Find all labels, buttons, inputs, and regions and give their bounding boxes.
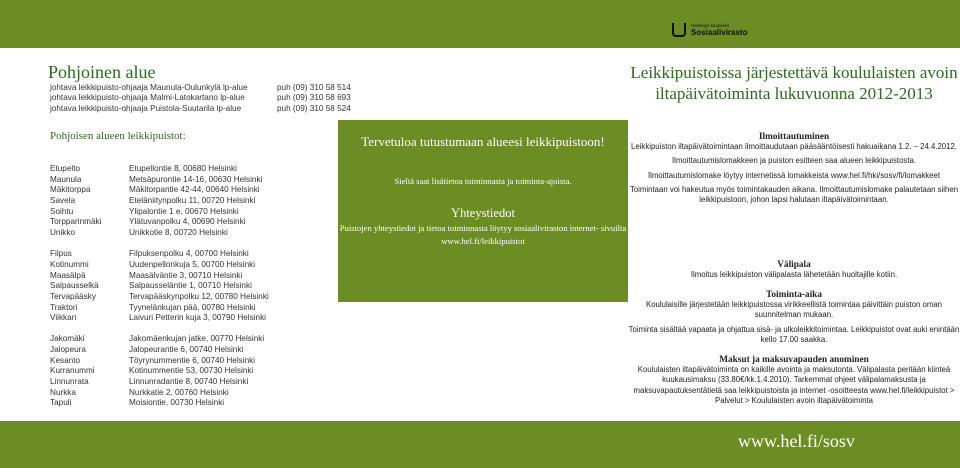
group-spacer xyxy=(50,239,269,250)
park-address: Etupellontie 8, 00680 Helsinki xyxy=(129,164,237,173)
park-row xyxy=(50,303,269,314)
park-address: Uudenpellonkuja 5, 00700 Helsinki xyxy=(129,259,256,269)
region-title: Pohjoinen alue xyxy=(48,62,156,82)
park-address: Jalopeurantie 6, 00740 Helsinki xyxy=(129,345,244,355)
park-name: Kesanto xyxy=(50,355,81,365)
section-paragraph: Toimintaan voi hakeutua myös toimintakauden aikana. Ilmoittautumislomake palautetaan siihen leikkipuistoon, johon lapsi halutaan iltapäivätoimintaan. xyxy=(629,184,959,205)
park-address: Ylätuvanpolku 4, 00690 Helsinki xyxy=(129,217,246,227)
section-paragraph: Koululaisille järjestetään leikkipuistossa virikkeellistä toimintaa päivittäin puiston oman suunnitelman mukaan. xyxy=(646,300,942,320)
section-paragraph: Leikkipuiston iltapäivätoimintaan ilmoittaudutaan pääsääntöisesti hakuaikana 1.2. – 24.4.2012. xyxy=(631,142,957,151)
park-address: Nurkkatie 2, 00760 Helsinki xyxy=(129,387,229,397)
park-name: Tervapääsky xyxy=(50,291,96,301)
park-name: Jakomäki xyxy=(50,334,85,344)
logo-small-text: Helsingin kaupunki xyxy=(691,23,729,28)
top-banner xyxy=(0,0,960,48)
park-row xyxy=(50,388,269,399)
contact-role: johtava leikkipuisto-ohjaaja Puistola-Suutarila lp-alue xyxy=(50,103,242,113)
park-row xyxy=(50,377,269,388)
contacts-list xyxy=(50,83,351,114)
info-section xyxy=(628,290,960,345)
park-name: Kotinummi xyxy=(50,259,89,269)
left-panel xyxy=(48,48,351,421)
park-name: Nurkka xyxy=(50,387,76,397)
park-address: Unikkotie 8, 00720 Helsinki xyxy=(129,227,228,237)
park-row xyxy=(50,366,269,377)
park-address: Tervapääskynpolku 12, 00780 Helsinki xyxy=(129,291,269,301)
contact-phone: puh (09) 310 58 693 xyxy=(277,93,351,103)
park-address: Jakomäenkujan jatke, 00770 Helsinki xyxy=(129,334,265,344)
park-name: Filpus xyxy=(50,249,72,259)
park-row xyxy=(50,185,269,196)
section-paragraph: Ilmoitus leikkipuiston välipalasta lähetetään huoltajille kotiin. xyxy=(690,270,898,279)
contact-phone: puh (09) 310 58 514 xyxy=(277,83,351,92)
right-panel xyxy=(628,48,960,421)
park-row xyxy=(50,164,269,175)
park-address: Maasälväntie 3, 00710 Helsinki xyxy=(129,270,243,280)
contact-row xyxy=(50,93,351,103)
park-name: Tapuli xyxy=(50,398,72,408)
helsinki-crest-icon xyxy=(672,23,686,37)
sosiaalivirasto-logo xyxy=(672,23,747,37)
section-heading: Ilmoittautuminen xyxy=(758,132,830,142)
park-address: Kotinummentie 53, 00730 Helsinki xyxy=(129,366,254,376)
park-row xyxy=(50,345,269,356)
park-name: Mäkitorppa xyxy=(50,185,91,195)
welcome-text: Sieltä saat lisätietoa toiminnasta ja toiminta-ajoista. xyxy=(394,176,572,186)
park-row xyxy=(50,217,269,228)
park-address: Moisiontie, 00730 Helsinki xyxy=(129,398,225,408)
park-row xyxy=(50,260,269,271)
park-address: Filpuksenpolku 4, 00700 Helsinki xyxy=(129,249,249,259)
park-address: Mäkitorpantie 42-44, 00640 Helsinki xyxy=(129,185,260,195)
parks-subheading: Pohjoisen alueen leikkipuistot: xyxy=(50,130,186,142)
info-box xyxy=(338,120,628,302)
program-title: Leikkipuistoissa järjestettävä koululaisten avoin iltapäivätoiminta lukuvuonna 2012-2013 xyxy=(630,63,958,103)
park-row xyxy=(50,228,269,239)
info-section xyxy=(628,355,960,406)
parks-list xyxy=(50,164,269,409)
contact-text: Puistojen yhteystiedot ja tietoa toiminnasta löytyy sosiaaliviraston internet- sivuilta www.hel.fi/leikkipuistot xyxy=(339,223,627,246)
contact-phone: puh (09) 310 58 524 xyxy=(277,103,351,113)
logo-big-text: Sosiaalivirasto xyxy=(691,28,748,37)
park-name: Unikko xyxy=(50,227,76,237)
park-row xyxy=(50,281,269,292)
park-address: Tyynelänkujan pää, 00780 Helsinki xyxy=(129,302,256,312)
contact-role: johtava leikkipuisto-ohjaaja Maunula-Oulunkylä lp-alue xyxy=(50,83,248,92)
park-row xyxy=(50,249,269,260)
middle-panel xyxy=(338,48,628,421)
park-address: Ylipalontie 1 e, 00670 Helsinki xyxy=(129,206,239,216)
park-address: Laivuri Petterin kuja 3, 00790 Helsinki xyxy=(129,313,266,323)
park-row xyxy=(50,334,269,345)
park-row xyxy=(50,292,269,303)
park-name: Maunula xyxy=(50,174,82,184)
park-name: Etupelto xyxy=(50,164,81,173)
section-heading: Välipala xyxy=(777,260,811,270)
park-name: Jalopeura xyxy=(50,345,86,355)
park-name: Viikkari xyxy=(50,313,77,323)
park-name: Traktori xyxy=(50,302,78,312)
park-name: Torpparinmäki xyxy=(50,217,102,227)
section-paragraph: Ilmoittautumislomake löytyy internetissä lomakkeista www.hel.fi/hki/sosv/fi/lomakkeet xyxy=(647,170,941,180)
park-row xyxy=(50,398,269,409)
section-heading: Maksut ja maksuvapauden anominen xyxy=(719,355,869,365)
welcome-title: Tervetuloa tutustumaan alueesi leikkipuistoon! xyxy=(361,134,605,149)
park-name: Maasälpä xyxy=(50,270,86,280)
park-address: Salpausseläntie 1, 00710 Helsinki xyxy=(129,281,252,291)
section-heading: Toiminta-aika xyxy=(766,290,822,300)
contact-title: Yhteystiedot xyxy=(451,206,515,220)
park-row xyxy=(50,207,269,218)
park-address: Eteläniitynpolku 11, 00720 Helsinki xyxy=(129,195,256,205)
section-paragraph: Koululaisten iltapäivätoiminta on kaikille avointa ja maksutonta. Välipalasta peritään kiinteä kuukausimaksu (33.80€/kk.1.4.2010). Tarkemmat ohjeet välipalamaksusta ja maksuvapautuksentätietä saa leikkipuistoista ja internet -osoitteesta www.hel.fi/leikkipuistot > Palvelut > Koululaisten avoin iltapäivätoiminta xyxy=(633,365,955,405)
park-row xyxy=(50,356,269,367)
park-name: Kurranummi xyxy=(50,366,95,376)
contact-role: johtava leikkipuisto-ohjaaja Malmi-Latokartano lp-alue xyxy=(50,93,245,103)
section-paragraph: Toiminta sisältää vapaata ja ohjattua sisä- ja ulkoleikkitoimintaa. Leikkipuistot ovat auki enintään kello 17.00 saakka. xyxy=(628,324,960,344)
park-address: Linnunradantie 8, 00740 Helsinki xyxy=(129,377,249,387)
contact-row xyxy=(50,83,351,93)
park-name: Soihtu xyxy=(50,206,74,216)
group-spacer xyxy=(50,324,269,335)
park-address: Metsäpurontie 14-16, 00630 Helsinki xyxy=(129,174,263,184)
contact-row xyxy=(50,104,351,114)
info-section xyxy=(628,260,960,280)
park-row xyxy=(50,196,269,207)
park-address: Töyrynummentie 6, 00740 Helsinki xyxy=(129,355,256,365)
park-row xyxy=(50,175,269,186)
park-row xyxy=(50,313,269,324)
park-name: Salpausselkä xyxy=(50,281,99,291)
section-paragraph: Ilmoittautumislomakkeen ja puiston esitteen saa alueen leikkipuistosta. xyxy=(671,156,916,166)
park-row xyxy=(50,271,269,282)
website-link[interactable]: www.hel.fi/sosv xyxy=(738,431,855,451)
park-name: Savela xyxy=(50,195,76,205)
park-name: Linnunrata xyxy=(50,377,89,387)
info-section xyxy=(628,132,960,205)
